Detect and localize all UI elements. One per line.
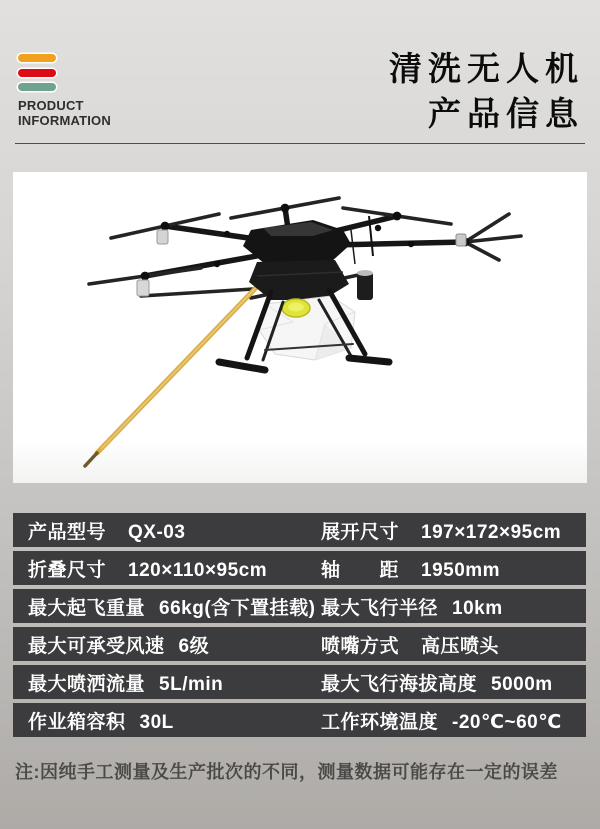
spec-label: 折叠尺寸 — [28, 559, 107, 581]
spec-cell — [306, 707, 586, 734]
spec-cell — [13, 631, 306, 658]
page-title-line2: 产品信息 — [428, 95, 584, 132]
logo-stripe-orange-icon — [18, 54, 56, 62]
spec-label: 作业箱容积 — [28, 711, 126, 733]
brand-logo — [18, 54, 56, 98]
spec-label: 展开尺寸 — [321, 521, 400, 543]
spec-value: 6级 — [178, 635, 210, 657]
spec-row-4 — [13, 627, 586, 661]
spec-value: QX-03 — [128, 521, 186, 543]
spec-value: 1950mm — [421, 559, 501, 581]
spec-label: 产品型号 — [28, 521, 107, 543]
spec-label: 轴 距 — [321, 559, 400, 581]
spec-value: 120×110×95cm — [128, 559, 268, 581]
spec-cell — [306, 631, 586, 658]
spec-row-2 — [13, 551, 586, 585]
spec-cell — [13, 555, 306, 582]
spec-value: 5L/min — [159, 673, 224, 695]
product-image-panel — [13, 172, 587, 483]
note-text: 注:因纯手工测量及生产批次的不同，测量数据可能存在一定的误差 — [15, 762, 558, 782]
spec-cell — [13, 593, 316, 620]
spec-label: 喷嘴方式 — [321, 635, 400, 657]
spec-cell — [306, 593, 586, 620]
spec-cell — [306, 517, 586, 544]
spec-label: 最大可承受风速 — [28, 635, 165, 657]
spec-cell — [13, 707, 306, 734]
spec-row-1 — [13, 513, 586, 547]
logo-caption-line1: PRODUCT — [18, 98, 84, 113]
drone-image — [13, 172, 587, 483]
logo-caption-line2: INFORMATION — [18, 112, 111, 128]
spec-label: 工作环境温度 — [321, 711, 439, 733]
logo-stripe-red-icon — [18, 69, 56, 77]
logo-stripe-teal-icon — [18, 83, 56, 91]
spec-table — [13, 513, 586, 741]
spec-value: 66kg(含下置挂载) — [159, 597, 316, 619]
page-title-line1: 清洗无人机 — [389, 50, 584, 87]
spec-value: 高压喷头 — [421, 635, 500, 657]
spec-cell — [13, 669, 306, 696]
spec-label: 最大飞行海拔高度 — [321, 673, 478, 695]
spec-cell — [13, 517, 306, 544]
spec-cell — [306, 669, 586, 696]
spec-value: -20℃~60℃ — [452, 711, 562, 733]
spec-cell — [306, 555, 586, 582]
header-divider — [15, 143, 585, 144]
logo-caption — [18, 99, 111, 128]
spec-row-6 — [13, 703, 586, 737]
page-title — [389, 46, 584, 136]
spec-value: 10km — [452, 597, 503, 619]
spec-label: 最大飞行半径 — [321, 597, 439, 619]
spec-value: 5000m — [491, 673, 553, 695]
spec-value: 30L — [139, 711, 174, 733]
spec-row-5 — [13, 665, 586, 699]
spec-row-3 — [13, 589, 586, 623]
spec-value: 197×172×95cm — [421, 521, 562, 543]
spec-label: 最大起飞重量 — [28, 597, 146, 619]
spec-label: 最大喷洒流量 — [28, 673, 146, 695]
